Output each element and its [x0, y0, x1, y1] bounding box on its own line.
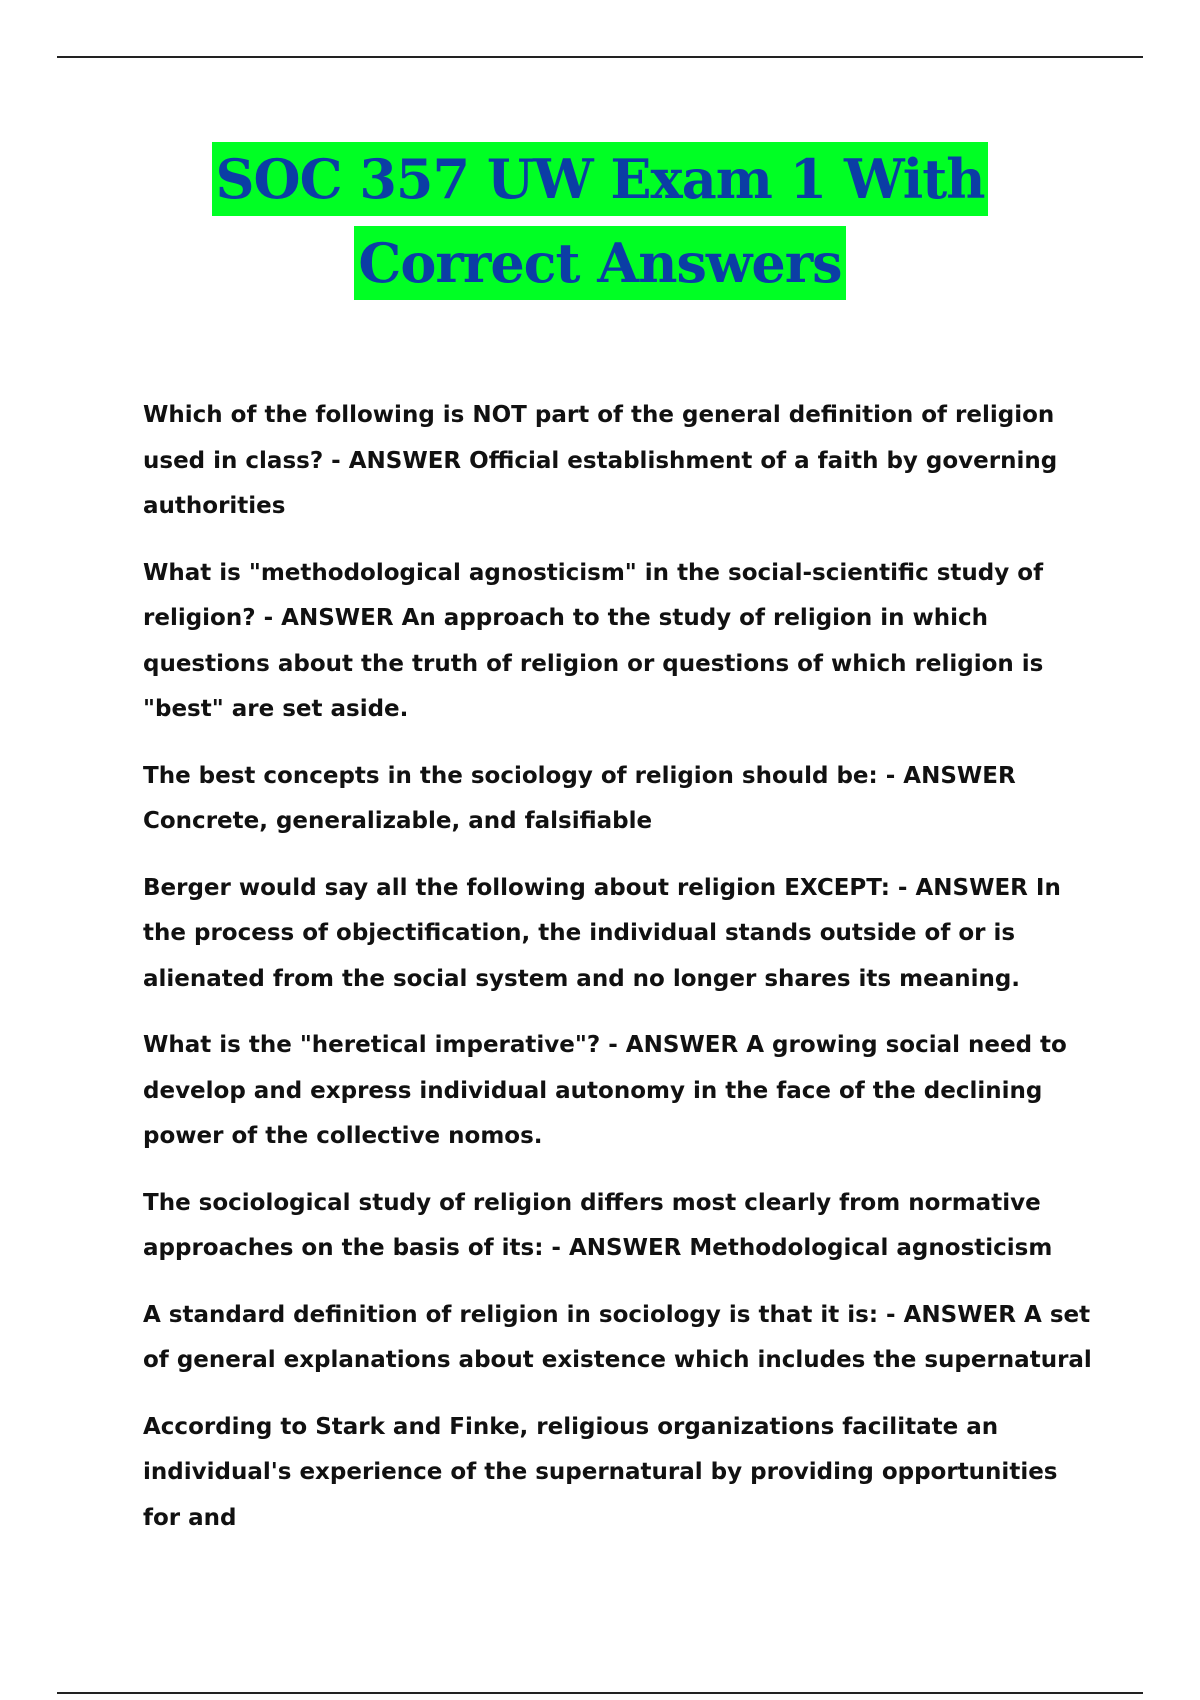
separator: - — [878, 1301, 904, 1328]
question-text: Which of the following is NOT part of the general definition of religion used in class? — [143, 402, 1055, 474]
answer-label: ANSWER — [625, 1032, 739, 1058]
answer-label: ANSWER — [915, 874, 1028, 901]
qa-item-4 — [143, 866, 1093, 1003]
qa-item-3 — [143, 754, 1093, 845]
qa-item-1 — [143, 393, 1093, 530]
answer-label: ANSWER — [568, 1235, 682, 1261]
answer-text: In the process of objectification, the individual stands outside of or is alienated from the social system and no longer shares its meaning. — [143, 874, 1061, 992]
answer-text: Concrete, generalizable, and falsifiable — [143, 808, 653, 834]
answer-text: A set of general explanations about existence which includes the supernatural — [143, 1301, 1092, 1373]
question-text: According to Stark and Finke, religious organizations facilitate an individual's experience of the supernatural by providing opportunities for and — [143, 1413, 1058, 1531]
question-text: What is "methodological agnosticism" in the social-scientific study of religion? — [143, 559, 1044, 631]
qa-item-5 — [143, 1023, 1093, 1160]
separator: - — [877, 762, 904, 789]
qa-item-6 — [143, 1181, 1093, 1272]
answer-label: ANSWER — [281, 605, 394, 631]
answer-label: ANSWER — [903, 1301, 1016, 1328]
top-divider — [57, 56, 1143, 58]
answer-text: A growing social need to develop and express individual autonomy in the face of the declining power of the collective nomos. — [143, 1032, 1067, 1149]
bottom-divider — [57, 1692, 1143, 1694]
separator: - — [889, 874, 916, 901]
question-text: A standard definition of religion in sociology is that it is: — [143, 1301, 879, 1328]
answer-text: Methodological agnosticism — [689, 1235, 1053, 1261]
separator: - — [255, 605, 282, 631]
title-line-1: SOC 357 UW Exam 1 With — [212, 142, 989, 216]
separator: - — [543, 1235, 569, 1261]
answer-label: ANSWER — [903, 762, 1016, 789]
qa-list — [143, 393, 1093, 1562]
document-title — [0, 142, 1200, 310]
answer-label: ANSWER — [348, 447, 462, 474]
qa-item-8 — [143, 1405, 1093, 1542]
separator: - — [600, 1032, 626, 1058]
qa-item-7 — [143, 1293, 1093, 1384]
question-text: The best concepts in the sociology of religion should be: — [143, 762, 878, 789]
question-text: Berger would say all the following about religion EXCEPT: — [143, 874, 890, 901]
question-text: What is the "heretical imperative"? — [143, 1032, 601, 1058]
answer-text: An approach to the study of religion in which questions about the truth of religion or questions of which religion is "best" are set aside. — [143, 605, 1044, 722]
qa-item-2 — [143, 551, 1093, 733]
separator: - — [323, 447, 349, 474]
answer-text: Official establishment of a faith by governing authorities — [143, 447, 1058, 519]
title-line-2: Correct Answers — [354, 226, 845, 300]
question-text: The sociological study of religion differs most clearly from normative approaches on the basis of its: — [143, 1189, 1041, 1261]
